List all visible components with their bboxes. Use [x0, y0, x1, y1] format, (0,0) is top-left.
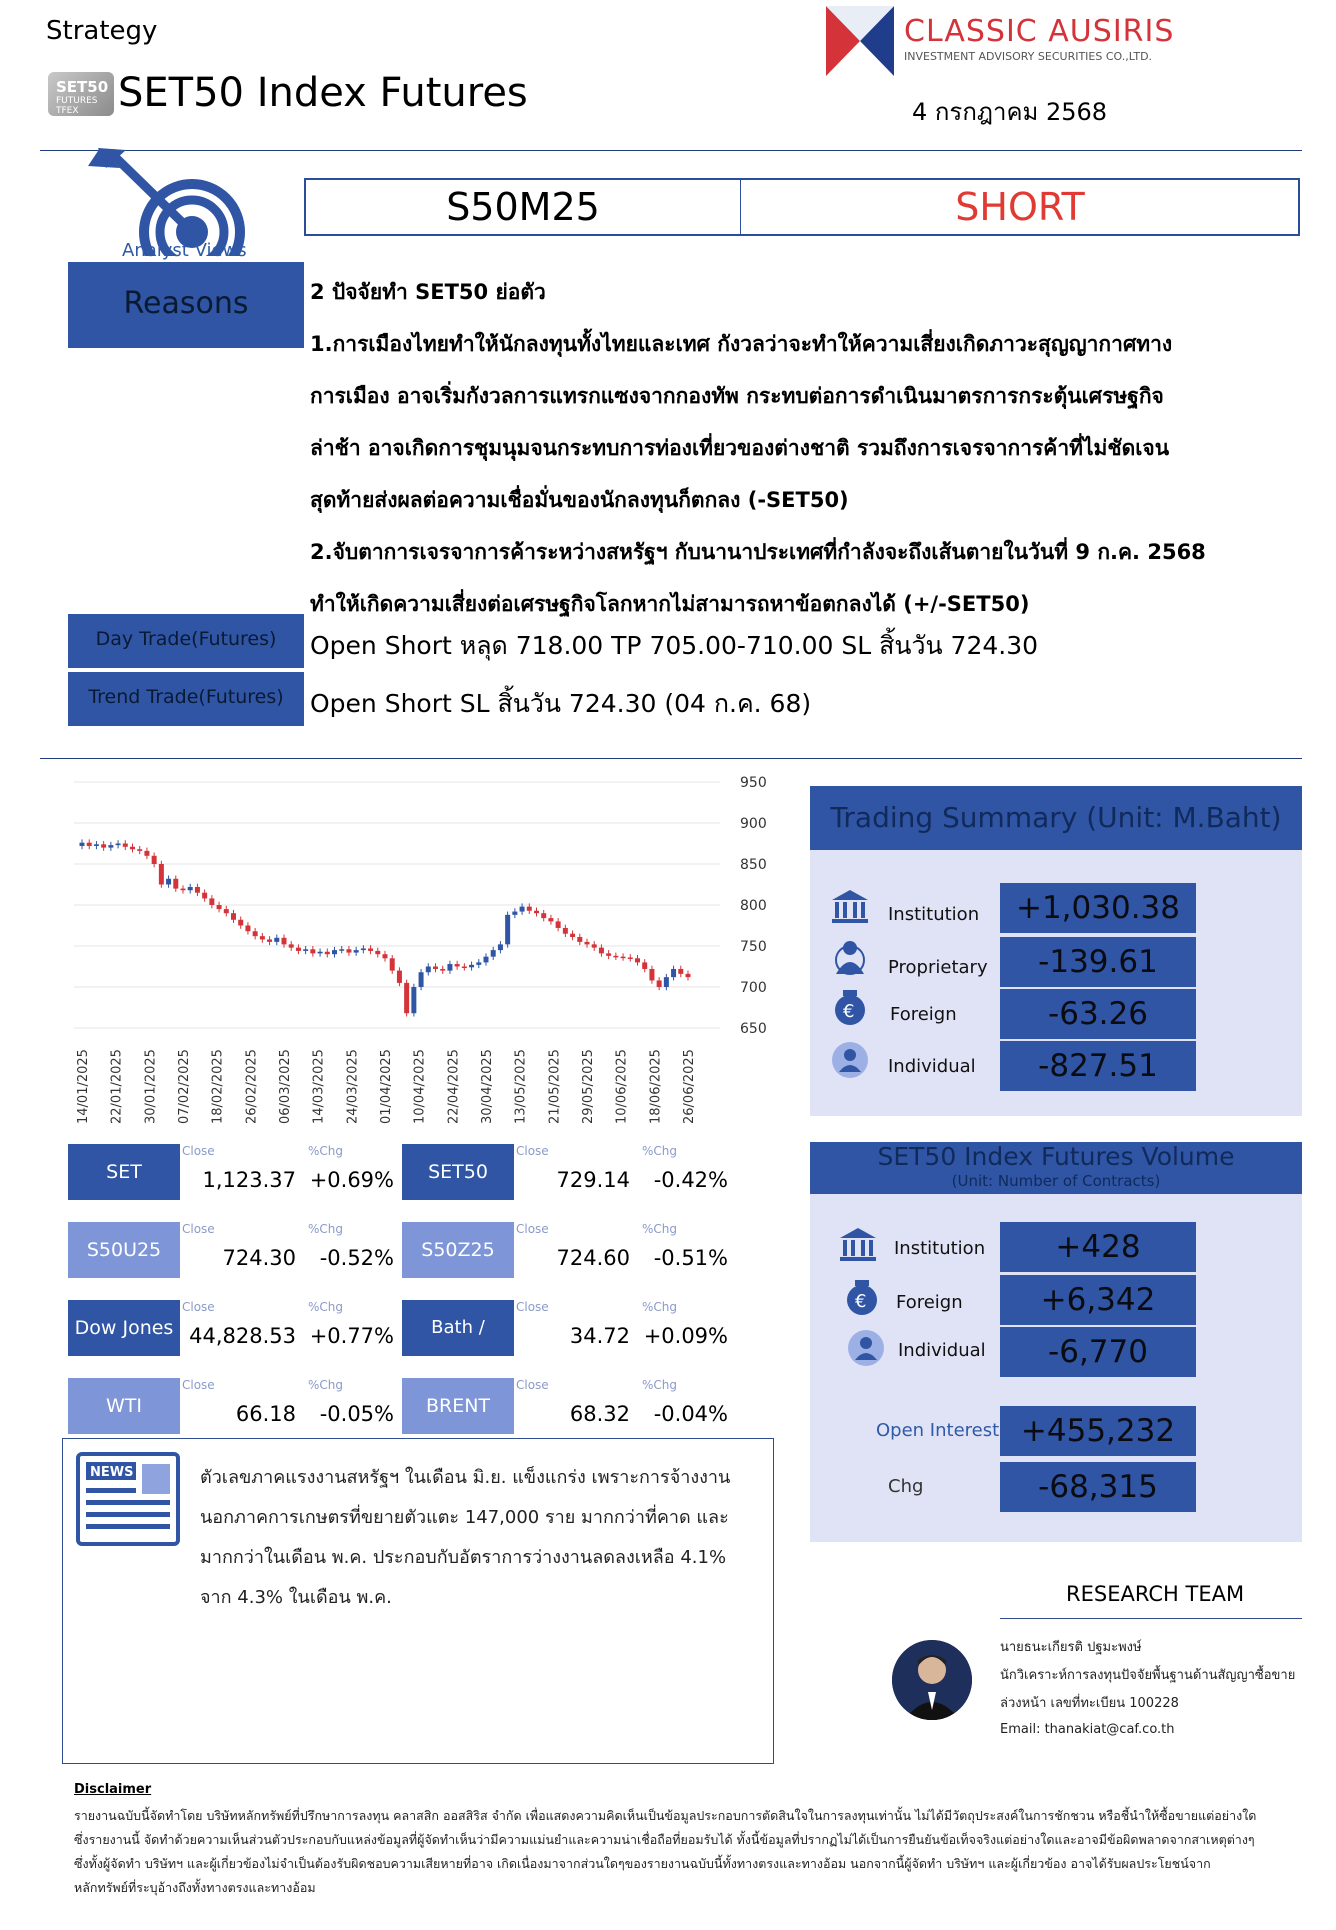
- candle-body: [188, 887, 193, 890]
- reasons-label: Reasons: [123, 286, 249, 321]
- candle-body: [577, 937, 582, 942]
- y-tick-label: 900: [740, 816, 767, 832]
- candle-body: [181, 889, 186, 891]
- candle-body: [635, 958, 640, 962]
- candle-body: [512, 912, 517, 915]
- vol-label-individual: Individual: [898, 1340, 986, 1361]
- candle-body: [289, 944, 294, 947]
- candle-body: [390, 958, 395, 970]
- candle-body: [419, 972, 424, 987]
- day-trade-label: Day Trade(Futures): [95, 628, 277, 650]
- candle-body: [339, 949, 344, 951]
- chg-value: -0.52%: [319, 1246, 394, 1270]
- x-tick-label: 18/06/2025: [648, 1049, 664, 1124]
- vol-value-institution: +428: [1000, 1222, 1196, 1272]
- close-label: Close: [516, 1144, 549, 1158]
- chg-value: -0.05%: [319, 1402, 394, 1426]
- x-tick-label: 10/04/2025: [412, 1049, 428, 1124]
- open-interest-value: +455,232: [1000, 1406, 1196, 1456]
- contract-symbol: S50M25: [306, 180, 741, 234]
- analyst-avatar: [892, 1640, 972, 1720]
- research-team-title: RESEARCH TEAM: [1066, 1582, 1245, 1606]
- chg-label: %Chg: [308, 1222, 344, 1236]
- candle-body: [426, 967, 431, 973]
- x-tick-label: 21/05/2025: [547, 1049, 563, 1124]
- analyst-license: ล่วงหน้า เลขที่ทะเบียน 100228: [1000, 1696, 1179, 1711]
- analyst-photo-icon: [892, 1640, 972, 1720]
- y-tick-label: 950: [740, 775, 767, 791]
- close-label: Close: [516, 1300, 549, 1314]
- candle-body: [173, 879, 178, 889]
- reasons-label-box: [68, 262, 304, 348]
- trend-trade-text: Open Short SL สิ้นวัน 724.30 (04 ก.ค. 68): [310, 689, 812, 718]
- candle-body: [318, 952, 323, 954]
- x-tick-label: 10/06/2025: [614, 1049, 630, 1124]
- candle-body: [671, 969, 676, 977]
- candle-body: [238, 920, 243, 926]
- individual-icon: [846, 1328, 886, 1368]
- analyst-email[interactable]: Email: thanakiat@caf.co.th: [1000, 1722, 1175, 1737]
- candle-body: [310, 949, 315, 953]
- candle-body: [108, 845, 113, 847]
- page-title: SET50 Index Futures: [118, 70, 528, 116]
- svg-text:€: €: [855, 1291, 867, 1312]
- trend-trade-label: Trend Trade(Futures): [88, 686, 284, 708]
- candle-body: [354, 950, 359, 952]
- reason-line: ล่าช้า อาจเกิดการชุมนุมจนกระทบการท่องเที่ยวของต่างชาติ รวมถึงการเจรจาการค้าที่ไม่ชัดเจน: [310, 436, 1170, 460]
- candle-body: [599, 948, 604, 954]
- chg-value: -0.42%: [653, 1168, 728, 1192]
- disclaimer-line: ซึ่งรายงานนี้ จัดทำด้วยความเห็นส่วนตัวประกอบกับแหล่งข้อมูลที่ผู้จัดทำเห็นว่ามีความแม่นยำและความน่าเชื่อถือที่ยอมรับได้ ทั้งนี้ข้อมูลที่ปรากฏไม่ได้เป็นการยืนยันข้อเท็จจริงแต่อย่างใดและอาจมีข้อผิดพลาดจากสาเหตุต่างๆ: [74, 1832, 1255, 1847]
- candle-body: [245, 926, 250, 932]
- candle-body: [404, 983, 409, 1013]
- x-tick-label: 26/02/2025: [244, 1049, 260, 1124]
- candle-body: [166, 879, 171, 885]
- reason-line: สุดท้ายส่งผลต่อความเชื่อมั่นของนักลงทุนก็ตกลง (-SET50): [310, 488, 849, 512]
- x-tick-label: 22/04/2025: [446, 1049, 462, 1124]
- x-tick-label: 24/03/2025: [345, 1049, 361, 1124]
- candle-body: [447, 964, 452, 971]
- candle-body: [649, 969, 654, 980]
- candle-body: [397, 971, 402, 983]
- institution-icon: [830, 886, 870, 926]
- proprietary-icon: [830, 936, 870, 976]
- candle-body: [253, 931, 258, 936]
- set50-candlestick-chart: [60, 770, 780, 1130]
- candle-body: [628, 957, 633, 959]
- candle-body: [563, 928, 568, 934]
- candle-body: [375, 951, 380, 954]
- chg-label: %Chg: [308, 1144, 344, 1158]
- research-team-divider: [1000, 1618, 1302, 1619]
- futures-volume-title: SET50 Index Futures Volume: [877, 1142, 1235, 1171]
- y-tick-label: 750: [740, 939, 767, 955]
- candle-body: [202, 893, 207, 899]
- market-tile-name: Dow Jones: [68, 1300, 180, 1356]
- candle-body: [282, 938, 287, 945]
- x-tick-label: 06/03/2025: [278, 1049, 293, 1124]
- x-tick-label: 07/02/2025: [177, 1049, 192, 1124]
- x-tick-label: 14/03/2025: [311, 1049, 327, 1124]
- market-tile-name: SET50: [402, 1144, 514, 1200]
- candle-body: [433, 967, 438, 969]
- candle-body: [686, 974, 691, 977]
- close-label: Close: [516, 1378, 549, 1392]
- chg-label: %Chg: [642, 1378, 678, 1392]
- set50-futures-logo: [48, 72, 114, 116]
- candle-body: [137, 849, 142, 851]
- market-tile-name: S50Z25: [402, 1222, 514, 1278]
- ts-value-individual: -827.51: [1000, 1041, 1196, 1091]
- candle-body: [144, 851, 149, 856]
- market-tile-name: S50U25: [68, 1222, 180, 1278]
- chg-value: +0.77%: [309, 1324, 394, 1348]
- newspaper-icon: [76, 1452, 188, 1548]
- candle-body: [195, 887, 200, 893]
- vol-value-foreign: +6,342: [1000, 1275, 1196, 1325]
- candle-body: [94, 844, 99, 846]
- day-trade-text: Open Short หลุด 718.00 TP 705.00-710.00 SL สิ้นวัน 724.30: [310, 631, 1039, 660]
- brand-logo-icon: [826, 6, 894, 76]
- vol-label-institution: Institution: [894, 1238, 986, 1259]
- candle-body: [411, 987, 416, 1013]
- chg-label: %Chg: [642, 1222, 678, 1236]
- y-tick-label: 850: [740, 857, 767, 873]
- chg-value: -0.51%: [653, 1246, 728, 1270]
- analyst-name: นายธนะเกียรติ ปฐมะพงษ์: [1000, 1640, 1142, 1655]
- candle-body: [440, 969, 445, 971]
- candle-body: [642, 962, 647, 969]
- candle-body: [368, 948, 373, 950]
- x-tick-label: 14/01/2025: [76, 1049, 91, 1124]
- candle-body: [556, 921, 561, 928]
- svg-text:€: €: [843, 1001, 855, 1022]
- vol-value-individual: -6,770: [1000, 1327, 1196, 1377]
- candle-body: [592, 944, 597, 947]
- candle-body: [520, 907, 525, 912]
- candle-body: [303, 949, 308, 951]
- market-tile-name: SET: [68, 1144, 180, 1200]
- report-date: 4 กรกฎาคม 2568: [912, 98, 1108, 126]
- trade-call: SHORT: [955, 185, 1085, 229]
- market-tile-name: Bath /: [402, 1300, 514, 1356]
- logo-badge-subtext: FUTURES TFEX: [56, 96, 98, 116]
- x-tick-label: 30/04/2025: [480, 1049, 495, 1124]
- ts-label-individual: Individual: [888, 1056, 976, 1077]
- trend-trade-label-box: [68, 672, 304, 726]
- reason-line: การเมือง อาจเริ่มกังวลการแทรกแซงจากกองทัพ กระทบต่อการดำเนินมาตรการกระตุ้นเศรษฐกิจ: [310, 384, 1164, 408]
- candle-body: [664, 977, 669, 987]
- close-value: 1,123.37: [202, 1168, 296, 1192]
- market-tile-name: BRENT: [402, 1378, 514, 1434]
- x-tick-label: 29/05/2025: [581, 1049, 596, 1124]
- candle-body: [527, 907, 532, 911]
- news-line: ตัวเลขภาคแรงงานสหรัฐฯ ในเดือน มิ.ย. แข็งแกร่ง เพราะการจ้างงาน: [200, 1467, 731, 1488]
- brand-subtitle: INVESTMENT ADVISORY SECURITIES CO.,LTD.: [904, 50, 1153, 63]
- close-value: 729.14: [556, 1168, 630, 1192]
- candle-body: [455, 964, 460, 966]
- candle-body: [585, 942, 590, 944]
- vol-label-foreign: Foreign: [896, 1292, 963, 1313]
- individual-icon: [830, 1040, 870, 1080]
- candle-body: [123, 844, 128, 847]
- candle-body: [209, 898, 214, 905]
- foreign-money-icon: [830, 988, 870, 1028]
- chg-value: -0.04%: [653, 1402, 728, 1426]
- x-tick-label: 01/04/2025: [379, 1049, 394, 1124]
- close-label: Close: [182, 1222, 215, 1236]
- disclaimer-line: รายงานฉบับนี้จัดทำโดย บริษัทหลักทรัพย์ที่ปรึกษาการลงทุน คลาสสิก ออสสิริส จำกัด เพื่อแสดงความคิดเห็นเป็นข้อมูลประกอบการตัดสินใจในการลงทุนเท่านั้น ไม่ได้มีวัตถุประสงค์ในการชักชวน หรือชี้นำให้ซื้อขายแต่อย่างใด: [74, 1808, 1257, 1823]
- news-line: มากกว่าในเดือน พ.ค. ประกอบกับอัตราการว่างงานลดลงเหลือ 4.1%: [200, 1547, 727, 1568]
- x-tick-label: 26/06/2025: [682, 1049, 697, 1124]
- close-label: Close: [182, 1144, 215, 1158]
- candle-body: [296, 948, 301, 951]
- candle-body: [274, 938, 279, 942]
- candle-body: [267, 939, 272, 941]
- market-tile-name: WTI: [68, 1378, 180, 1434]
- close-label: Close: [182, 1378, 215, 1392]
- close-value: 724.60: [556, 1246, 630, 1270]
- candle-body: [80, 843, 85, 846]
- candle-body: [657, 980, 662, 987]
- ts-label-institution: Institution: [888, 904, 980, 925]
- candle-body: [606, 953, 611, 955]
- candle-body: [87, 843, 92, 846]
- x-tick-label: 13/05/2025: [513, 1049, 529, 1124]
- candle-body: [152, 856, 157, 864]
- y-tick-label: 650: [740, 1021, 767, 1037]
- candle-body: [332, 950, 337, 954]
- news-line: จาก 4.3% ในเดือน พ.ค.: [200, 1587, 392, 1608]
- candle-body: [383, 954, 388, 958]
- candle-body: [101, 844, 106, 847]
- candle-body: [346, 949, 351, 952]
- chg-label: %Chg: [642, 1144, 678, 1158]
- x-tick-label: 22/01/2025: [109, 1049, 125, 1124]
- reason-line: 2.จับตาการเจรจาการค้าระหว่างสหรัฐฯ กับนานาประเทศที่กำลังจะถึงเส้นตายในวันที่ 9 ก.ค. 2568: [310, 540, 1206, 564]
- candle-body: [116, 844, 121, 846]
- logo-badge-text: SET50: [56, 78, 109, 96]
- reason-line: 2 ปัจจัยทำ SET50 ย่อตัว: [310, 280, 546, 304]
- candle-body: [231, 913, 236, 920]
- candle-body: [476, 962, 481, 964]
- symbol-call-box: [304, 178, 1300, 236]
- disclaimer-title: Disclaimer: [74, 1782, 152, 1797]
- x-tick-label: 18/02/2025: [210, 1049, 226, 1124]
- candle-body: [570, 934, 575, 937]
- candle-body: [613, 956, 618, 958]
- open-interest-label: Open Interest: [876, 1420, 1000, 1441]
- candle-body: [491, 950, 496, 957]
- brand-name: CLASSIC AUSIRIS: [904, 14, 1175, 49]
- ts-value-foreign: -63.26: [1000, 989, 1196, 1039]
- candle-body: [484, 957, 489, 963]
- oi-change-label: Chg: [888, 1476, 924, 1497]
- candle-body: [498, 944, 503, 950]
- close-value: 66.18: [235, 1402, 296, 1426]
- candle-body: [325, 952, 330, 954]
- institution-icon: [838, 1224, 878, 1264]
- candle-body: [130, 847, 135, 849]
- candle-body: [260, 936, 265, 939]
- analyst-role: นักวิเคราะห์การลงทุนปัจจัยพื้นฐานด้านสัญญาซื้อขาย: [1000, 1668, 1296, 1683]
- report-category: Strategy: [46, 16, 158, 46]
- disclaimer-line: ซึ่งทั้งผู้จัดทำ บริษัทฯ และผู้เกี่ยวข้องไม่จำเป็นต้องรับผิดชอบความเสียหายที่อาจ เกิดเนื่องมาจากส่วนใดๆของรายงานฉบับนี้ทั้งทางตรงและทางอ้อม นอกจากนี้ผู้จัดทำ บริษัทฯ และผู้เกี่ยวข้อง อาจได้รับผลประโยชน์จาก: [74, 1856, 1211, 1871]
- reason-line: ทำให้เกิดความเสี่ยงต่อเศรษฐกิจโลกหากไม่สามารถหาข้อตกลงได้ (+/-SET50): [310, 592, 1030, 616]
- chg-label: %Chg: [308, 1378, 344, 1392]
- chg-value: +0.69%: [309, 1168, 394, 1192]
- futures-volume-unit: (Unit: Number of Contracts): [951, 1172, 1161, 1190]
- candle-body: [462, 967, 467, 969]
- foreign-money-icon: [842, 1278, 882, 1318]
- trading-summary-title: Trading Summary (Unit: M.Baht): [810, 786, 1302, 850]
- close-label: Close: [516, 1222, 549, 1236]
- close-label: Close: [182, 1300, 215, 1314]
- candle-body: [469, 965, 474, 967]
- close-value: 724.30: [222, 1246, 296, 1270]
- ts-value-proprietary: -139.61: [1000, 937, 1196, 987]
- analyst-views-caption: Analyst Views: [122, 240, 247, 261]
- y-tick-label: 700: [740, 980, 767, 996]
- close-value: 34.72: [569, 1324, 630, 1348]
- chg-value: +0.09%: [643, 1324, 728, 1348]
- ts-label-proprietary: Proprietary: [888, 957, 988, 978]
- chg-label: %Chg: [642, 1300, 678, 1314]
- candle-body: [678, 969, 683, 974]
- ts-label-foreign: Foreign: [890, 1004, 957, 1025]
- section-divider: [40, 758, 1302, 759]
- chg-label: %Chg: [308, 1300, 344, 1314]
- candle-body: [217, 905, 222, 909]
- disclaimer-line: หลักทรัพย์ที่ระบุอ้างถึงทั้งทางตรงและทางอ้อม: [74, 1880, 316, 1895]
- news-line: นอกภาคการเกษตรที่ขยายตัวแตะ 147,000 ราย มากกว่าที่คาด และ: [200, 1507, 729, 1528]
- candle-body: [541, 913, 546, 918]
- y-tick-label: 800: [740, 898, 767, 914]
- candle-body: [224, 909, 229, 913]
- reason-line: 1.การเมืองไทยทำให้นักลงทุนทั้งไทยและเทศ กังวลว่าจะทำให้ความเสี่ยงเกิดภาวะสุญญากาศทาง: [310, 332, 1173, 356]
- candle-body: [621, 957, 626, 959]
- close-value: 44,828.53: [189, 1324, 296, 1348]
- candle-body: [361, 948, 366, 950]
- candle-body: [505, 915, 510, 945]
- ts-value-institution: +1,030.38: [1000, 883, 1196, 933]
- day-trade-label-box: [68, 614, 304, 668]
- news-badge-text: NEWS: [90, 1465, 134, 1480]
- x-tick-label: 30/01/2025: [143, 1049, 159, 1124]
- candle-body: [534, 911, 539, 913]
- close-value: 68.32: [569, 1402, 630, 1426]
- candle-body: [548, 918, 553, 921]
- candle-body: [159, 864, 164, 885]
- oi-change-value: -68,315: [1000, 1462, 1196, 1512]
